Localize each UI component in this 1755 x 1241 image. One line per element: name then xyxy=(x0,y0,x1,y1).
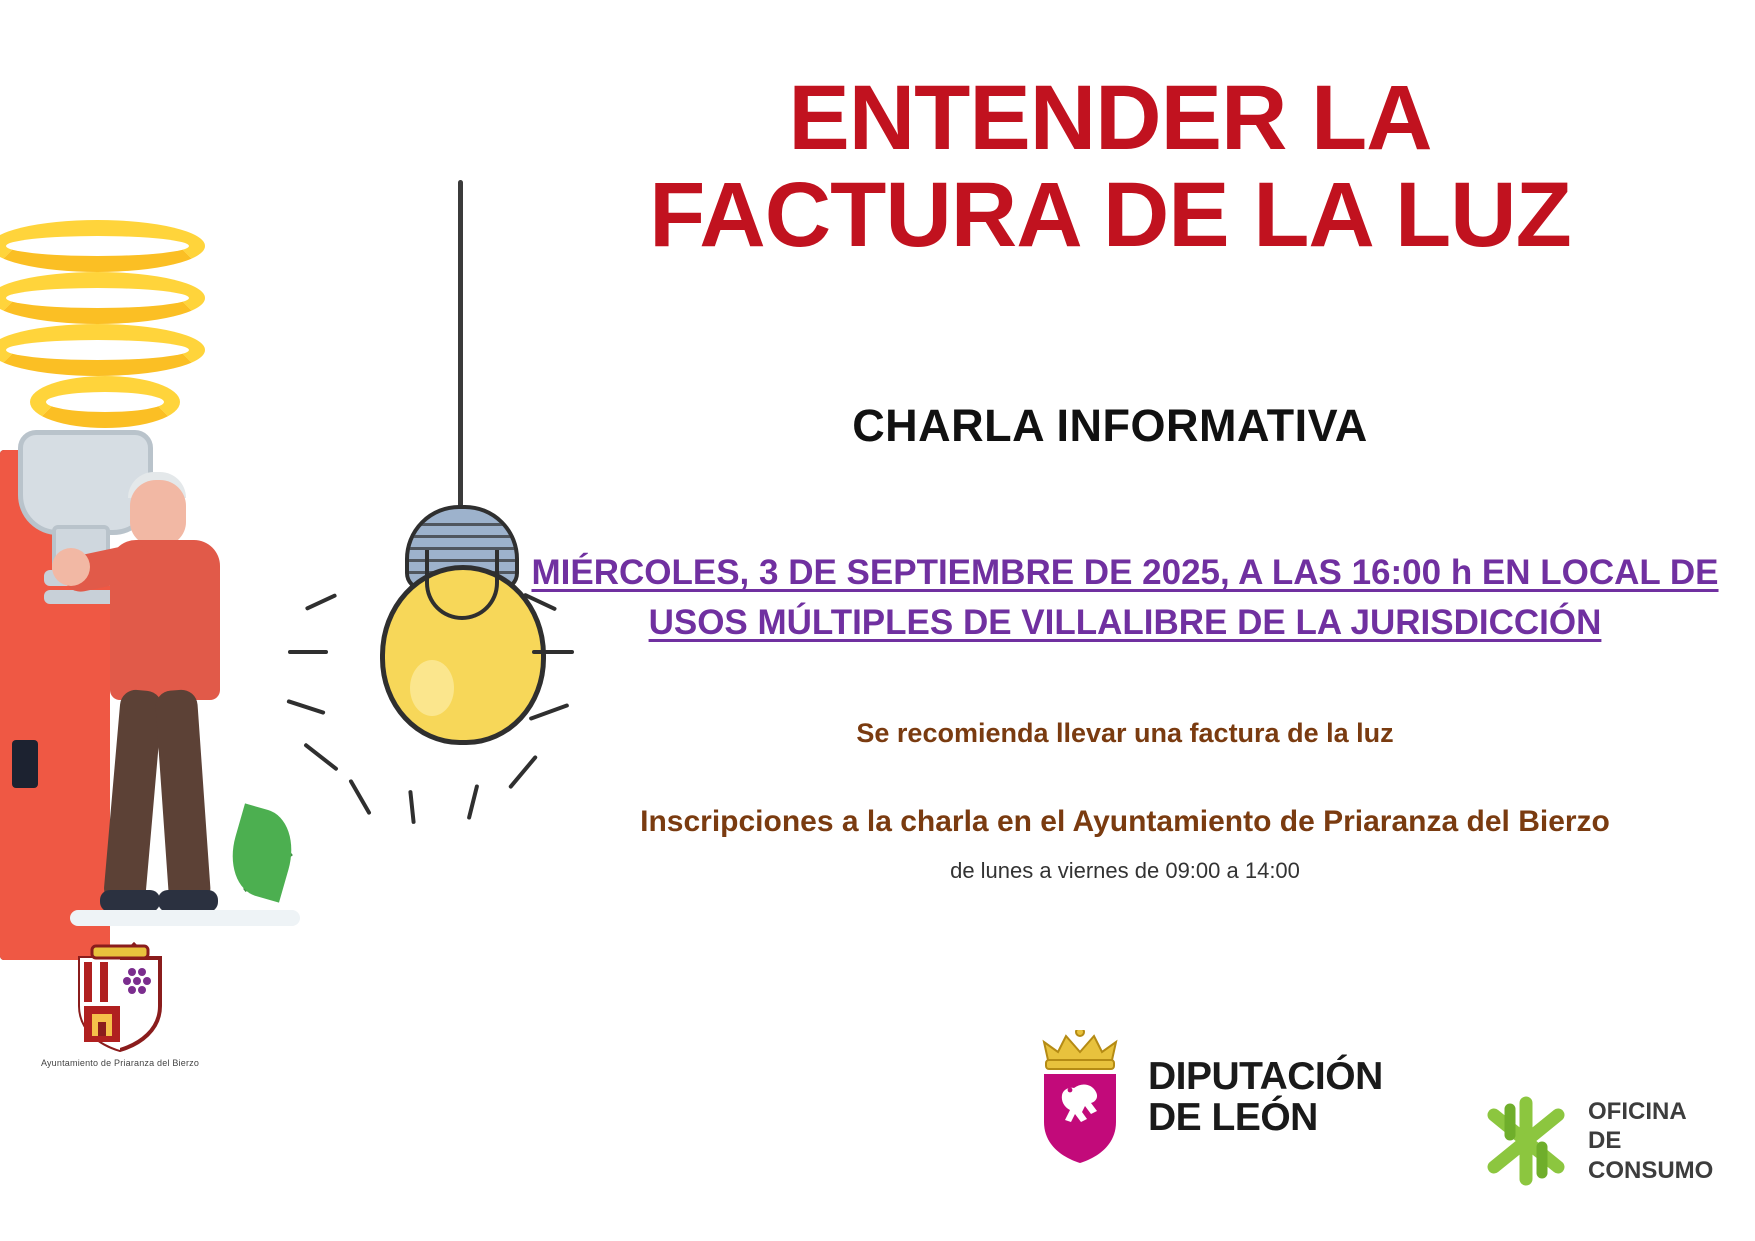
bulb-ray-icon xyxy=(532,650,574,654)
logo-consumo-line2: DE xyxy=(1588,1127,1622,1155)
person-head xyxy=(130,480,186,546)
floor-shadow xyxy=(70,910,300,926)
coat-of-arms-icon xyxy=(74,940,166,1052)
logo-diputacion-line1: DIPUTACIÓN xyxy=(1148,1054,1383,1098)
signup-info: Inscripciones a la charla en el Ayuntamiento de Priaranza del Bierzo xyxy=(640,805,1610,838)
logo-diputacion-text xyxy=(1148,1054,1383,1139)
bulb-cord xyxy=(458,180,463,515)
event-datetime-location: MIÉRCOLES, 3 DE SEPTIEMBRE DE 2025, A LAS 16:00 h EN LOCAL DE USOS MÚLTIPLES DE VILLALIBRE DE LA JURISDICCIÓN xyxy=(531,553,1719,642)
logo-ayuntamiento xyxy=(30,940,210,1068)
logo-diputacion-line2: DE LEÓN xyxy=(1148,1095,1318,1139)
bulb-ray-icon xyxy=(408,790,416,824)
person-legs xyxy=(112,690,212,920)
logo-oficina-de-consumo xyxy=(1480,1095,1713,1187)
logo-diputacion-de-leon xyxy=(1030,1030,1383,1165)
bulb-ray-icon xyxy=(348,779,371,816)
hanging-lightbulb-illustration xyxy=(270,180,600,880)
poster-title-line1: ENTENDER LA xyxy=(788,67,1432,169)
machine-slot xyxy=(12,740,38,788)
lion-crest-icon xyxy=(1030,1030,1130,1165)
lamp-ring-lower xyxy=(44,590,118,604)
logo-consumo-text xyxy=(1588,1097,1713,1185)
bulb-ray-icon xyxy=(305,593,338,611)
poster-title-line2: FACTURA DE LA LUZ xyxy=(649,163,1571,266)
bulb-ray-icon xyxy=(467,784,480,820)
bulb-ray-icon xyxy=(508,755,538,790)
bulb-ray-icon xyxy=(303,742,339,771)
logo-consumo-line3: CONSUMO xyxy=(1588,1156,1714,1184)
bulb-ray-icon xyxy=(288,650,328,654)
logo-consumo-line1: OFICINA xyxy=(1588,1098,1687,1126)
person-hand xyxy=(52,548,90,586)
event-advice: Se recomienda llevar una factura de la luz xyxy=(856,718,1394,748)
poster-title xyxy=(490,67,1730,266)
bulb-shine xyxy=(410,660,454,716)
cfl-coil-icon xyxy=(0,220,210,450)
logo-ayuntamiento-caption: Ayuntamiento de Priaranza del Bierzo xyxy=(40,1058,200,1068)
green-star-icon xyxy=(1480,1095,1572,1187)
bulb-ray-icon xyxy=(286,699,325,715)
signup-hours: de lunes a viernes de 09:00 a 14:00 xyxy=(950,858,1300,883)
poster-subtitle: CHARLA INFORMATIVA xyxy=(852,400,1368,451)
